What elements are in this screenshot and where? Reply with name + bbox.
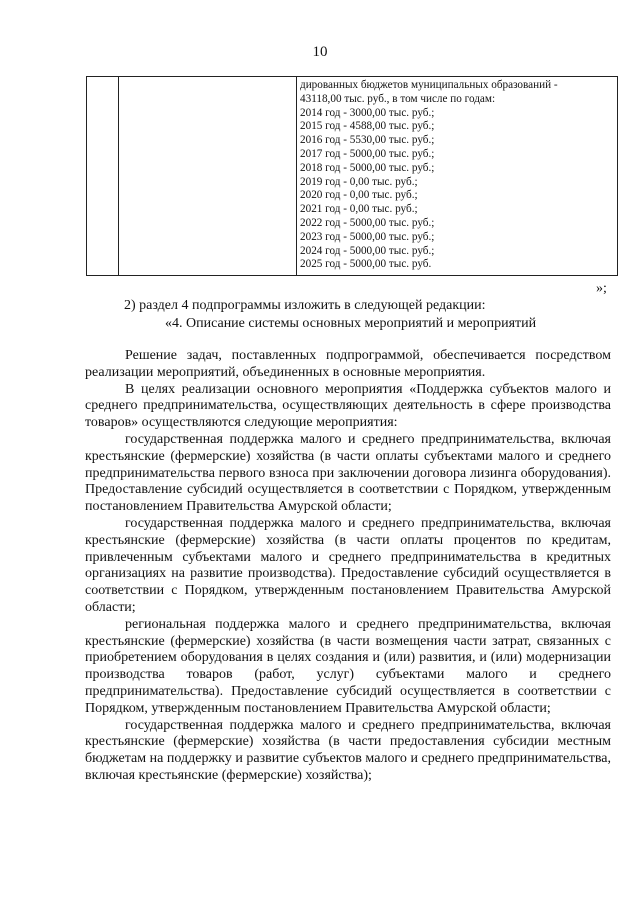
quote-close-mark: »; [596,281,607,296]
funding-cell [300,79,558,272]
funding-table [86,76,618,276]
cell-line: 2018 год - 5000,00 тыс. руб.; [300,161,435,174]
cell-line: 2023 год - 5000,00 тыс. руб.; [300,230,435,243]
cell-line: 43118,00 тыс. руб., в том числе по годам: [300,92,496,105]
cell-line: 2024 год - 5000,00 тыс. руб.; [300,244,435,257]
cell-line: 2020 год - 0,00 тыс. руб.; [300,189,418,202]
cell-line: 2016 год - 5530,00 тыс. руб.; [300,134,435,147]
paragraph: государственная поддержка малого и среднего предпринимательства, включая крестьянские (фермерские) хозяйства (в части оплаты субъектами малого и среднего предпринимательства первого взноса при заключении договора лизинга оборудования). Предоставление субсидий осуществляется в соответствии с Порядком, утвержденным постановлением Правительства Амурской области; [85,431,611,515]
paragraph: государственная поддержка малого и среднего предпринимательства, включая крестьянские (фермерские) хозяйства (в части предоставления субсидии местным бюджетам на поддержку и развитие субъектов малого и среднего предпринимательства, включая крестьянские (фермерские) хозяйства); [85,717,611,783]
section-heading: «4. Описание системы основных мероприятий и мероприятий [165,316,537,331]
paragraph: региональная поддержка малого и среднего предпринимательства, включая крестьянские (фермерские) хозяйства (в части возмещения части затрат, связанных с приобретением оборудования в целях создания и (или) развития, и (или) модернизации производства товаров (работ, услуг) субъектами малого и среднего предпринимательства). Предоставление субсидий осуществляется в соответствии с Порядком, утвержденным постановлением Правительства Амурской области; [85,616,611,716]
cell-line: 2022 год - 5000,00 тыс. руб.; [300,216,435,229]
table-column-divider [118,77,119,275]
cell-line: 2021 год - 0,00 тыс. руб.; [300,203,418,216]
cell-line: 2014 год - 3000,00 тыс. руб.; [300,106,435,119]
cell-line: 2015 год - 4588,00 тыс. руб.; [300,120,435,133]
paragraph: государственная поддержка малого и среднего предпринимательства, включая крестьянские (фермерские) хозяйства (в части оплаты процентов по кредитам, привлеченным субъектами малого и среднего предпринимательства в кредитных организациях на развитие производства). Предоставление субсидий осуществляется в соответствии с Порядком, утвержденным постановлением Правительства Амурской области; [85,515,611,615]
cell-line: 2025 год - 5000,00 тыс. руб. [300,258,432,271]
paragraph: Решение задач, поставленных подпрограммой, обеспечивается посредством реализации мероприятий, объединенных в основные мероприятия. [85,348,611,380]
paragraph: В целях реализации основного мероприятия «Поддержка субъектов малого и среднего предпринимательства, осуществляющих деятельность в сфере производства товаров» осуществляются следующие мероприятия: [85,381,611,431]
cell-line: 2017 год - 5000,00 тыс. руб.; [300,147,435,160]
table-column-divider [296,77,297,275]
cell-line: 2019 год - 0,00 тыс. руб.; [300,175,418,188]
section-intro: 2) раздел 4 подпрограммы изложить в следующей редакции: [124,298,486,313]
page-number: 10 [312,44,328,60]
body-text [85,348,611,785]
cell-line: дированных бюджетов муниципальных образований - [300,79,558,91]
